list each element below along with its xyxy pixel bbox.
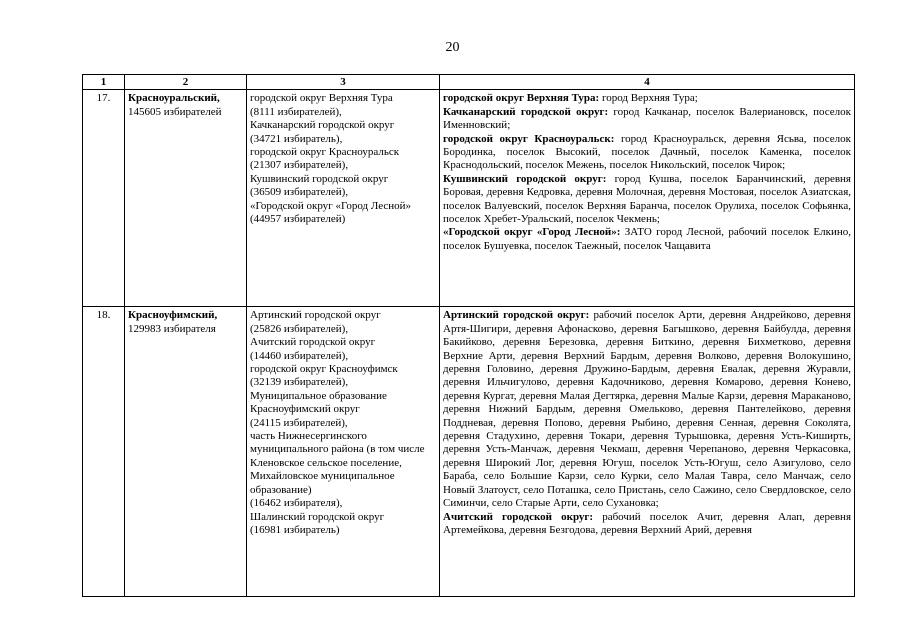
- municipality-name: Кушвинский городской округ:: [443, 172, 607, 185]
- settlements-list: рабочий поселок Ачит, деревня Алап, деревня Артемейкова, деревня Безгодова, деревня Верхний Арий, деревня: [443, 510, 851, 536]
- composition-line: (8111 избирателей),: [250, 105, 342, 118]
- municipality-name: Качканарский городской округ:: [443, 105, 609, 118]
- territory-entry: [443, 133, 851, 173]
- territory-entry: [443, 92, 851, 105]
- territories-cell: [440, 307, 855, 597]
- settlements-list: ЗАТО город Лесной, рабочий поселок Елкино, поселок Бушуевка, поселок Таежный, поселок Чащавита: [443, 226, 851, 252]
- composition-cell: [247, 307, 440, 597]
- composition-line: (16462 избирателя),: [250, 497, 343, 510]
- municipality-name: Артинский городской округ:: [443, 309, 590, 322]
- territories-cell: [440, 90, 855, 307]
- page-number: 20: [445, 40, 460, 55]
- territory-entry: [443, 309, 851, 510]
- settlements-list: город Качканар, поселок Валериановск, поселок Именновский;: [443, 105, 851, 132]
- header-cell-4: 4: [440, 75, 855, 90]
- header-cell-1: 1: [83, 75, 125, 90]
- table-row: [83, 307, 855, 597]
- composition-line: Кушвинский городской округ: [250, 172, 389, 185]
- composition-line: Муниципальное образование: [250, 389, 387, 402]
- settlements-list: город Красноуральск, деревня Ясьва, поселок Бородинка, поселок Высокий, поселок Дачный, поселок Каменка, поселок Краснодольский, поселок Межень, поселок Никольский, поселок Чирок;: [443, 132, 851, 172]
- composition-cell: [247, 90, 440, 307]
- municipality-name: городской округ Красноуральск:: [443, 132, 615, 145]
- composition-line: (32139 избирателей),: [250, 376, 349, 389]
- district-cell: [125, 90, 247, 307]
- municipality-name: Ачитский городской округ:: [443, 510, 594, 523]
- row-number: 18.: [83, 307, 125, 597]
- composition-line: (14460 избирателей),: [250, 349, 349, 362]
- header-cell-3: 3: [247, 75, 440, 90]
- district-cell: [125, 307, 247, 597]
- composition-line: (21307 избирателей),: [250, 159, 349, 172]
- composition-line: (36509 избирателей),: [250, 186, 349, 199]
- composition-line: часть Нижнесергинского муниципального района (в том числе Кленовское сельское поселение, Михайловское муниципальное образование): [250, 430, 425, 496]
- composition-line: Ачитский городской округ: [250, 336, 376, 349]
- composition-line: (44957 избирателей): [250, 213, 346, 226]
- districts-table: [82, 74, 855, 597]
- settlements-list: город Верхняя Тура;: [599, 92, 698, 105]
- composition-line: Шалинский городской округ: [250, 510, 385, 523]
- header-cell-2: 2: [125, 75, 247, 90]
- district-voters: 145605 избирателей: [128, 105, 222, 118]
- row-number: 17.: [83, 90, 125, 307]
- composition-line: Артинский городской округ: [250, 309, 381, 322]
- settlements-list: город Кушва, поселок Баранчинский, деревня Боровая, деревня Кедровка, деревня Молочная, деревня Мостовая, поселок Азиатская, поселок Валуевский, поселок Верхняя Баранча, поселок Орулиха, поселок Софьянка, поселок Хребет-Уральский, поселок Чекмень;: [443, 172, 851, 226]
- composition-line: «Городской округ «Город Лесной»: [250, 199, 412, 212]
- district-name: Красноуральский,: [128, 92, 220, 105]
- municipality-name: городской округ Верхняя Тура:: [443, 92, 600, 105]
- territory-entry: [443, 226, 851, 253]
- territory-entry: [443, 173, 851, 227]
- district-name: Красноуфимский,: [128, 309, 218, 322]
- territory-entry: [443, 511, 851, 538]
- composition-line: (34721 избиратель),: [250, 132, 343, 145]
- composition-line: городской округ Красноуральск: [250, 146, 400, 159]
- composition-line: (16981 избиратель): [250, 523, 340, 536]
- composition-line: (24115 избирателей),: [250, 416, 348, 429]
- composition-line: Качканарский городской округ: [250, 119, 395, 132]
- municipality-name: «Городской округ «Город Лесной»:: [443, 226, 621, 239]
- composition-line: Красноуфимский округ: [250, 403, 360, 416]
- table-row: [83, 90, 855, 307]
- composition-line: городской округ Красноуфимск: [250, 363, 398, 376]
- territory-entry: [443, 106, 851, 133]
- district-voters: 129983 избирателя: [128, 322, 216, 335]
- header-row: [83, 75, 855, 90]
- composition-line: городской округ Верхняя Тура: [250, 92, 393, 105]
- settlements-list: рабочий поселок Арти, деревня Андрейково, деревня Артя-Шигири, деревня Афонасково, деревня Багышково, деревня Байбулда, деревня Бакийково, деревня Березовка, деревня Биткино, деревня Бихметково, деревня Верхние Арти, деревня Верхний Бардым, деревня Волково, деревня Волокушино, деревня Головино, деревня Дружино-Бардым, деревня Евалак, деревня Журавли, деревня Ильчигулово, деревня Кадочниково, деревня Комарово, деревня Конево, деревня Кургат, деревня Малая Дегтярка, деревня Малые Карзи, деревня Мараканово, деревня Нижний Бардым, деревня Омельково, деревня Пантелейково, деревня Поддневая, деревня Попово, деревня Рыбино, деревня Сенная, деревня Соколята, деревня Стадухино, деревня Токари, деревня Турышовка, деревня Усть-Киширть, деревня Усть-Манчаж, деревня Чекмаш, деревня Черепаново, деревня Черкасовка, деревня Широкий Лог, деревня Югуш, поселок Усть-Югуш, село Азигулово, село Бараба, село Большие Карзи, село Курки, село Малая Тавра, село Манчаж, село Новый Златоуст, село Поташка, село Пристань, село Сажино, село Свердловское, село Симинчи, село Старые Арти, село Сухановка;: [443, 309, 851, 510]
- composition-line: (25826 избирателей),: [250, 322, 349, 335]
